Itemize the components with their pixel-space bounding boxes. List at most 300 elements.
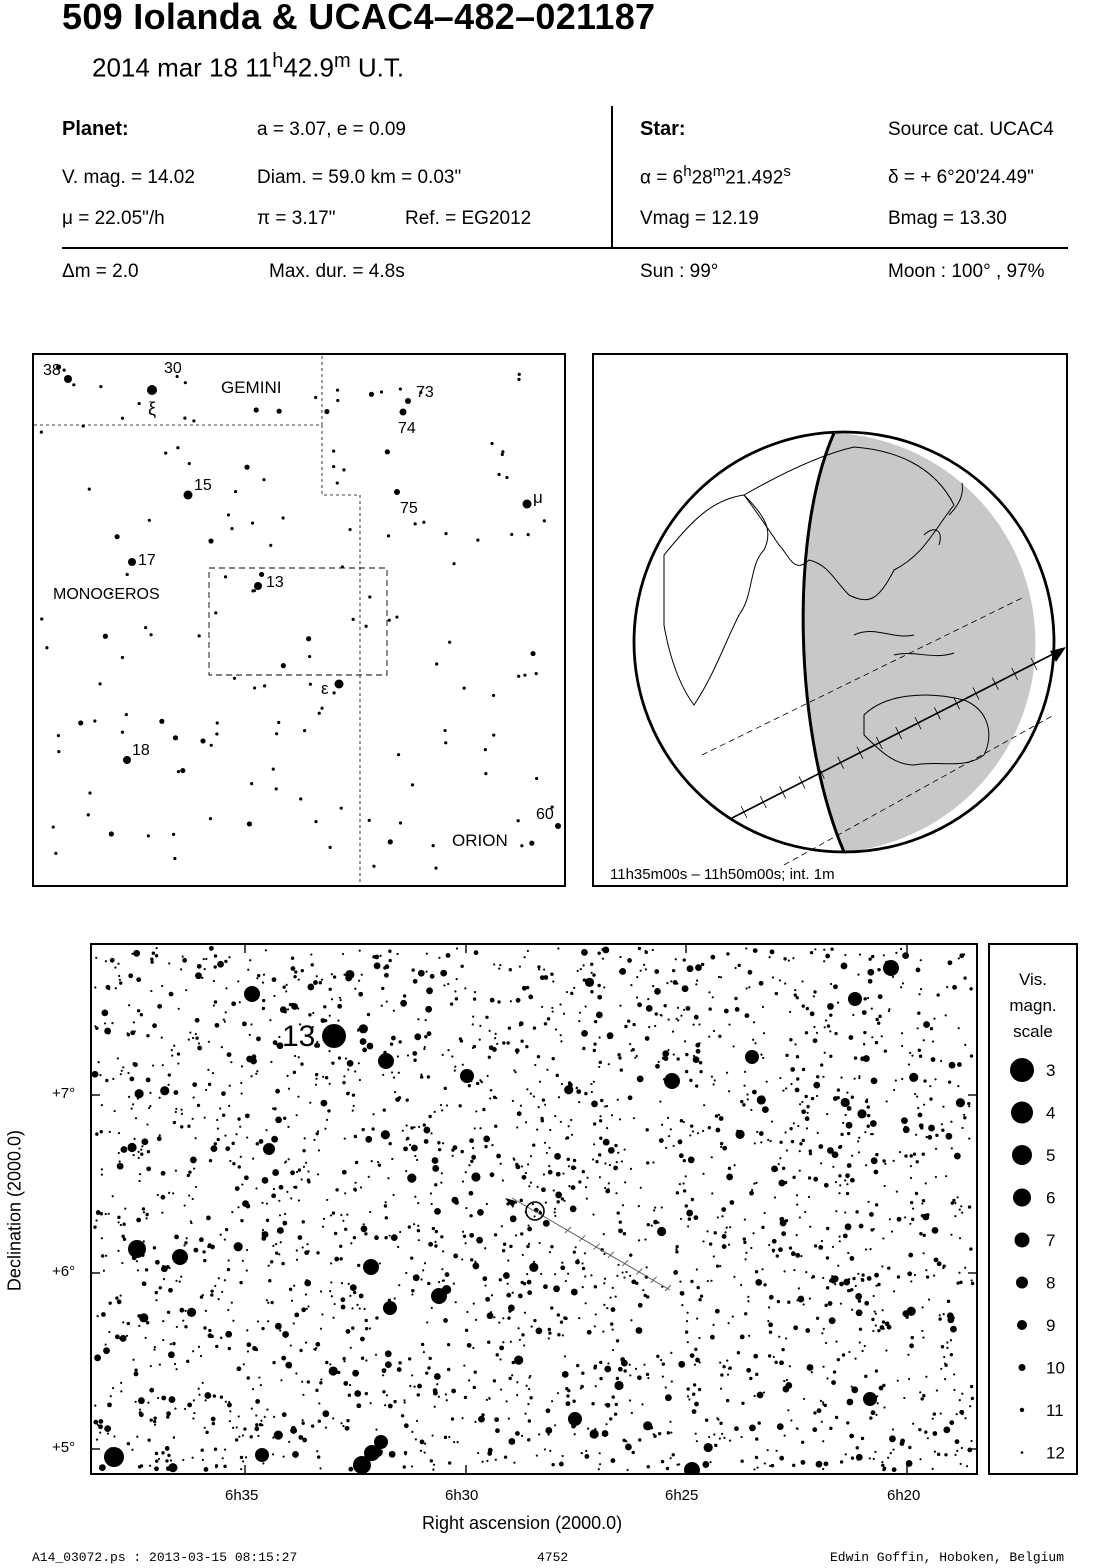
field-star (513, 1159, 515, 1161)
field-star (559, 1003, 561, 1005)
field-star (550, 1306, 553, 1309)
field-star (702, 1240, 704, 1242)
field-star (117, 1221, 119, 1223)
field-star (680, 1119, 683, 1122)
field-star (225, 1146, 230, 1151)
field-star (319, 1467, 321, 1469)
field-star (764, 1212, 766, 1214)
field-star (424, 1046, 426, 1048)
field-star (682, 985, 689, 992)
field-star (217, 1128, 219, 1130)
field-star (698, 1298, 701, 1301)
field-star (185, 1310, 187, 1312)
field-star (642, 1289, 644, 1291)
field-star (599, 1176, 601, 1178)
field-star (437, 1141, 440, 1144)
field-star (494, 1037, 496, 1039)
field-star (822, 1440, 824, 1442)
field-star (678, 1463, 680, 1465)
field-star (283, 1010, 286, 1013)
field-star (342, 953, 344, 955)
field-star (771, 1120, 773, 1122)
field-star (655, 1012, 658, 1015)
field-star (350, 1347, 352, 1349)
field-star (832, 1166, 834, 1168)
field-star (344, 1138, 346, 1140)
field-star (762, 1006, 764, 1008)
field-star (127, 1032, 129, 1034)
field-star (359, 1294, 364, 1299)
field-star (781, 1348, 784, 1351)
field-star (806, 1007, 809, 1010)
field-star (320, 1290, 322, 1292)
field-star (862, 1010, 867, 1015)
field-star (818, 1144, 823, 1149)
field-star (488, 1397, 490, 1399)
field-star (246, 1329, 248, 1331)
field-star (129, 1077, 134, 1082)
field-star (510, 1341, 512, 1343)
field-star (479, 1039, 481, 1041)
field-star (322, 1410, 329, 1417)
field-star (208, 1329, 211, 1332)
field-star (175, 1108, 177, 1110)
field-star (316, 1450, 318, 1452)
field-star (490, 998, 495, 1003)
field-star (916, 968, 921, 973)
field-star (607, 1188, 609, 1190)
field-star (867, 1276, 872, 1281)
field-star (382, 1074, 384, 1076)
field-star (455, 1301, 457, 1303)
field-star (925, 1269, 927, 1271)
field-star (503, 1272, 510, 1279)
field-star (106, 985, 111, 990)
field-star (932, 1431, 937, 1436)
field-star (190, 1222, 192, 1224)
field-star (270, 1301, 273, 1304)
field-star (801, 1441, 804, 1444)
field-star (573, 1159, 576, 1162)
field-star (763, 1391, 765, 1393)
field-star (802, 1068, 805, 1071)
field-star (275, 1243, 277, 1245)
field-star (825, 1019, 827, 1021)
field-star (229, 1410, 231, 1412)
field-star (192, 1198, 194, 1200)
field-star (842, 1353, 845, 1356)
field-star (881, 1461, 883, 1463)
field-star (834, 1032, 837, 1035)
field-star (551, 1007, 553, 1009)
field-star (121, 1070, 123, 1072)
field-star (757, 1095, 766, 1104)
field-star (255, 1073, 257, 1075)
field-star (221, 1091, 226, 1096)
field-star (826, 1377, 828, 1379)
field-star (186, 1360, 189, 1363)
field-star (867, 1201, 869, 1203)
field-star (683, 1121, 685, 1123)
field-star (897, 1380, 899, 1382)
field-star (839, 1145, 842, 1148)
field-star (446, 1104, 448, 1106)
field-star (871, 1318, 874, 1321)
footer-number: 4752 (537, 1550, 569, 1565)
field-star (957, 1085, 959, 1087)
field-star (544, 1104, 546, 1106)
bright-star (568, 1412, 582, 1426)
field-star (857, 1109, 866, 1118)
field-star (647, 1465, 650, 1468)
field-star (790, 1419, 792, 1421)
field-star (922, 1199, 925, 1202)
label-60: 60 (536, 806, 554, 823)
field-star (314, 1349, 316, 1351)
field-star (759, 981, 764, 986)
field-star (166, 1411, 171, 1416)
field-star (755, 1437, 758, 1440)
field-star (703, 1104, 705, 1106)
field-star (205, 958, 207, 960)
field-star (434, 1183, 437, 1186)
field-star (307, 1305, 309, 1307)
field-star (154, 1346, 156, 1348)
field-star (368, 1176, 370, 1178)
field-star (193, 1248, 198, 1253)
field-star (695, 1433, 697, 1435)
finder-star (188, 462, 191, 465)
field-star (947, 1300, 950, 1303)
field-star (831, 1380, 836, 1385)
field-star (889, 1435, 896, 1442)
field-star (456, 947, 458, 949)
field-star (890, 1452, 892, 1454)
field-star (735, 1007, 740, 1012)
field-star (146, 1321, 149, 1324)
field-star (379, 1262, 381, 1264)
field-star (956, 1281, 959, 1284)
field-star (524, 1312, 526, 1314)
field-star (720, 1142, 723, 1145)
field-star (290, 1170, 295, 1175)
field-star (160, 1195, 165, 1200)
field-star (301, 1178, 303, 1180)
bright-star (848, 992, 862, 1006)
field-star (611, 1307, 616, 1312)
field-star (783, 957, 786, 960)
finder-star (314, 820, 317, 823)
field-star (619, 970, 621, 972)
field-star (576, 1087, 578, 1089)
field-star (796, 1194, 798, 1196)
field-star (948, 960, 953, 965)
field-star (661, 1460, 664, 1463)
field-star (225, 987, 227, 989)
field-star (105, 1255, 107, 1257)
field-star (134, 1368, 137, 1371)
field-star (489, 1045, 494, 1050)
finder-star (52, 825, 55, 828)
field-star (813, 1026, 815, 1028)
field-star (103, 1270, 105, 1272)
field-star (192, 1082, 197, 1087)
field-star (864, 1131, 866, 1133)
field-star (453, 1441, 455, 1443)
field-star (244, 1175, 249, 1180)
field-star (914, 1093, 916, 1095)
field-star (875, 1324, 877, 1326)
field-star (247, 969, 249, 971)
field-star (168, 1351, 175, 1358)
field-star (147, 1438, 150, 1441)
field-star (359, 950, 361, 952)
finder-star (369, 392, 374, 397)
field-star (430, 974, 435, 979)
field-star (232, 1320, 234, 1322)
field-star (863, 1055, 870, 1062)
field-star (875, 1285, 877, 1287)
field-star (809, 1152, 812, 1155)
field-star (423, 1127, 430, 1134)
field-star (887, 1457, 889, 1459)
field-star (724, 1009, 729, 1014)
field-star (786, 1379, 788, 1381)
field-star (546, 1408, 551, 1413)
field-star (761, 1226, 764, 1229)
field-star (543, 1220, 550, 1227)
field-star (857, 1273, 859, 1275)
field-star (587, 1330, 592, 1335)
field-star (680, 1015, 682, 1017)
field-star (560, 1320, 563, 1323)
field-star (672, 1453, 675, 1456)
bright-star (128, 1240, 146, 1258)
field-star (173, 1090, 178, 1095)
field-star (612, 1395, 615, 1398)
field-star (571, 1289, 578, 1296)
field-star (453, 1254, 458, 1259)
field-star (484, 1145, 487, 1148)
field-star (454, 1200, 459, 1205)
field-star (715, 1114, 718, 1117)
field-star (527, 1280, 532, 1285)
finder-star (336, 389, 339, 392)
field-star (187, 1403, 192, 1408)
field-star (282, 1412, 287, 1417)
field-star (420, 1075, 423, 1078)
field-star (117, 1299, 122, 1304)
field-star (502, 1317, 504, 1319)
finder-star (299, 797, 302, 800)
field-star (767, 1320, 769, 1322)
field-star (405, 1170, 407, 1172)
field-star (495, 1097, 497, 1099)
field-star (904, 1154, 907, 1157)
field-star (881, 1035, 883, 1037)
field-star (563, 1013, 565, 1015)
field-star (301, 1422, 304, 1425)
field-star (767, 1139, 769, 1141)
field-star (361, 1128, 364, 1131)
field-star (384, 1404, 386, 1406)
field-star (342, 1357, 345, 1360)
field-star (871, 1008, 873, 1010)
finder-star (172, 833, 175, 836)
field-star (357, 1030, 359, 1032)
field-star (970, 1440, 972, 1442)
field-star (325, 1427, 327, 1429)
field-star (296, 1249, 298, 1251)
field-star (491, 1294, 493, 1296)
field-star (329, 1083, 331, 1085)
field-star (892, 1448, 894, 1450)
field-star (750, 1109, 752, 1111)
field-star (474, 991, 476, 993)
field-star (928, 1125, 935, 1132)
field-star (475, 1110, 477, 1112)
field-star (599, 1463, 601, 1465)
field-star (192, 1457, 194, 1459)
field-star (718, 1035, 721, 1038)
header-vertical-divider (611, 106, 613, 248)
field-star (149, 1105, 151, 1107)
field-star (729, 1439, 731, 1441)
field-star (216, 1119, 218, 1121)
field-star (706, 1230, 708, 1232)
field-star (593, 1049, 596, 1052)
field-star (804, 1095, 807, 1098)
field-star (112, 1387, 114, 1389)
finder-star (324, 409, 329, 414)
field-star (722, 1234, 727, 1239)
label-gemini: GEMINI (221, 378, 282, 397)
field-star (632, 1451, 635, 1454)
finder-star (332, 450, 335, 453)
finder-star (253, 686, 256, 689)
field-star (958, 1027, 960, 1029)
finder-star (435, 662, 438, 665)
field-star (590, 990, 593, 993)
field-star (447, 983, 449, 985)
field-star (795, 1253, 800, 1258)
field-star (522, 1254, 524, 1256)
field-star (864, 1345, 866, 1347)
finder-star (405, 398, 411, 404)
field-star (941, 1128, 944, 1131)
field-star (320, 1378, 322, 1380)
field-star (708, 1007, 711, 1010)
field-star (833, 984, 838, 989)
field-star (213, 1394, 216, 1397)
field-star (265, 949, 267, 951)
field-star (182, 955, 184, 957)
field-star (220, 1395, 223, 1398)
field-star (686, 1210, 693, 1217)
field-star (296, 1171, 298, 1173)
field-star (808, 1196, 810, 1198)
field-star (460, 965, 463, 968)
field-star (434, 1373, 441, 1380)
field-star (631, 1412, 633, 1414)
field-star (829, 1317, 836, 1324)
field-star (510, 1215, 517, 1222)
field-star (887, 1266, 890, 1269)
finder-star (126, 573, 129, 576)
field-star (176, 1326, 178, 1328)
field-star (486, 1075, 488, 1077)
field-star (238, 1165, 241, 1168)
field-star (722, 1146, 727, 1151)
finder-star (40, 617, 43, 620)
field-star (241, 1065, 243, 1067)
finder-star (98, 682, 101, 685)
field-star (343, 1381, 348, 1386)
field-star (508, 1377, 511, 1380)
legend-mag-label: 3 (1046, 1061, 1056, 1080)
field-star (795, 1088, 800, 1093)
field-star (647, 1377, 649, 1379)
finder-star (262, 478, 265, 481)
field-star (594, 1020, 597, 1023)
field-star (155, 1299, 157, 1301)
field-star (734, 1426, 739, 1431)
finder-star (520, 844, 523, 847)
field-star (519, 1339, 521, 1341)
field-star (615, 1192, 617, 1194)
field-star (515, 1234, 517, 1236)
field-star (305, 1342, 307, 1344)
field-star (504, 1455, 507, 1458)
field-star (136, 1436, 138, 1438)
field-star (359, 1307, 361, 1309)
field-star (572, 1400, 575, 1403)
field-star (801, 1460, 806, 1465)
field-star (231, 1001, 236, 1006)
field-star (882, 1468, 885, 1471)
field-star (469, 1214, 472, 1217)
field-star (949, 1420, 954, 1425)
field-star (925, 1182, 927, 1184)
field-star (797, 1125, 799, 1127)
field-star (728, 1167, 731, 1170)
field-star (307, 984, 314, 991)
field-star (549, 1450, 551, 1452)
field-star (502, 1341, 504, 1343)
field-star (591, 1091, 593, 1093)
field-star (861, 1279, 864, 1282)
field-star (688, 1398, 690, 1400)
field-star (755, 1182, 757, 1184)
field-star (155, 1291, 158, 1294)
field-star (488, 1448, 493, 1453)
field-star (153, 1246, 156, 1249)
finder-star (234, 490, 237, 493)
field-star (430, 1459, 433, 1462)
field-star (225, 1401, 227, 1403)
field-star (566, 1401, 571, 1406)
field-star (352, 1093, 355, 1096)
field-star (428, 1242, 433, 1247)
field-star (852, 1277, 855, 1280)
field-star (856, 1454, 863, 1461)
field-star (838, 1192, 840, 1194)
field-star (234, 1242, 243, 1251)
field-star (548, 1165, 550, 1167)
field-star (426, 1321, 428, 1323)
field-star (374, 962, 381, 969)
field-star (495, 1428, 500, 1433)
